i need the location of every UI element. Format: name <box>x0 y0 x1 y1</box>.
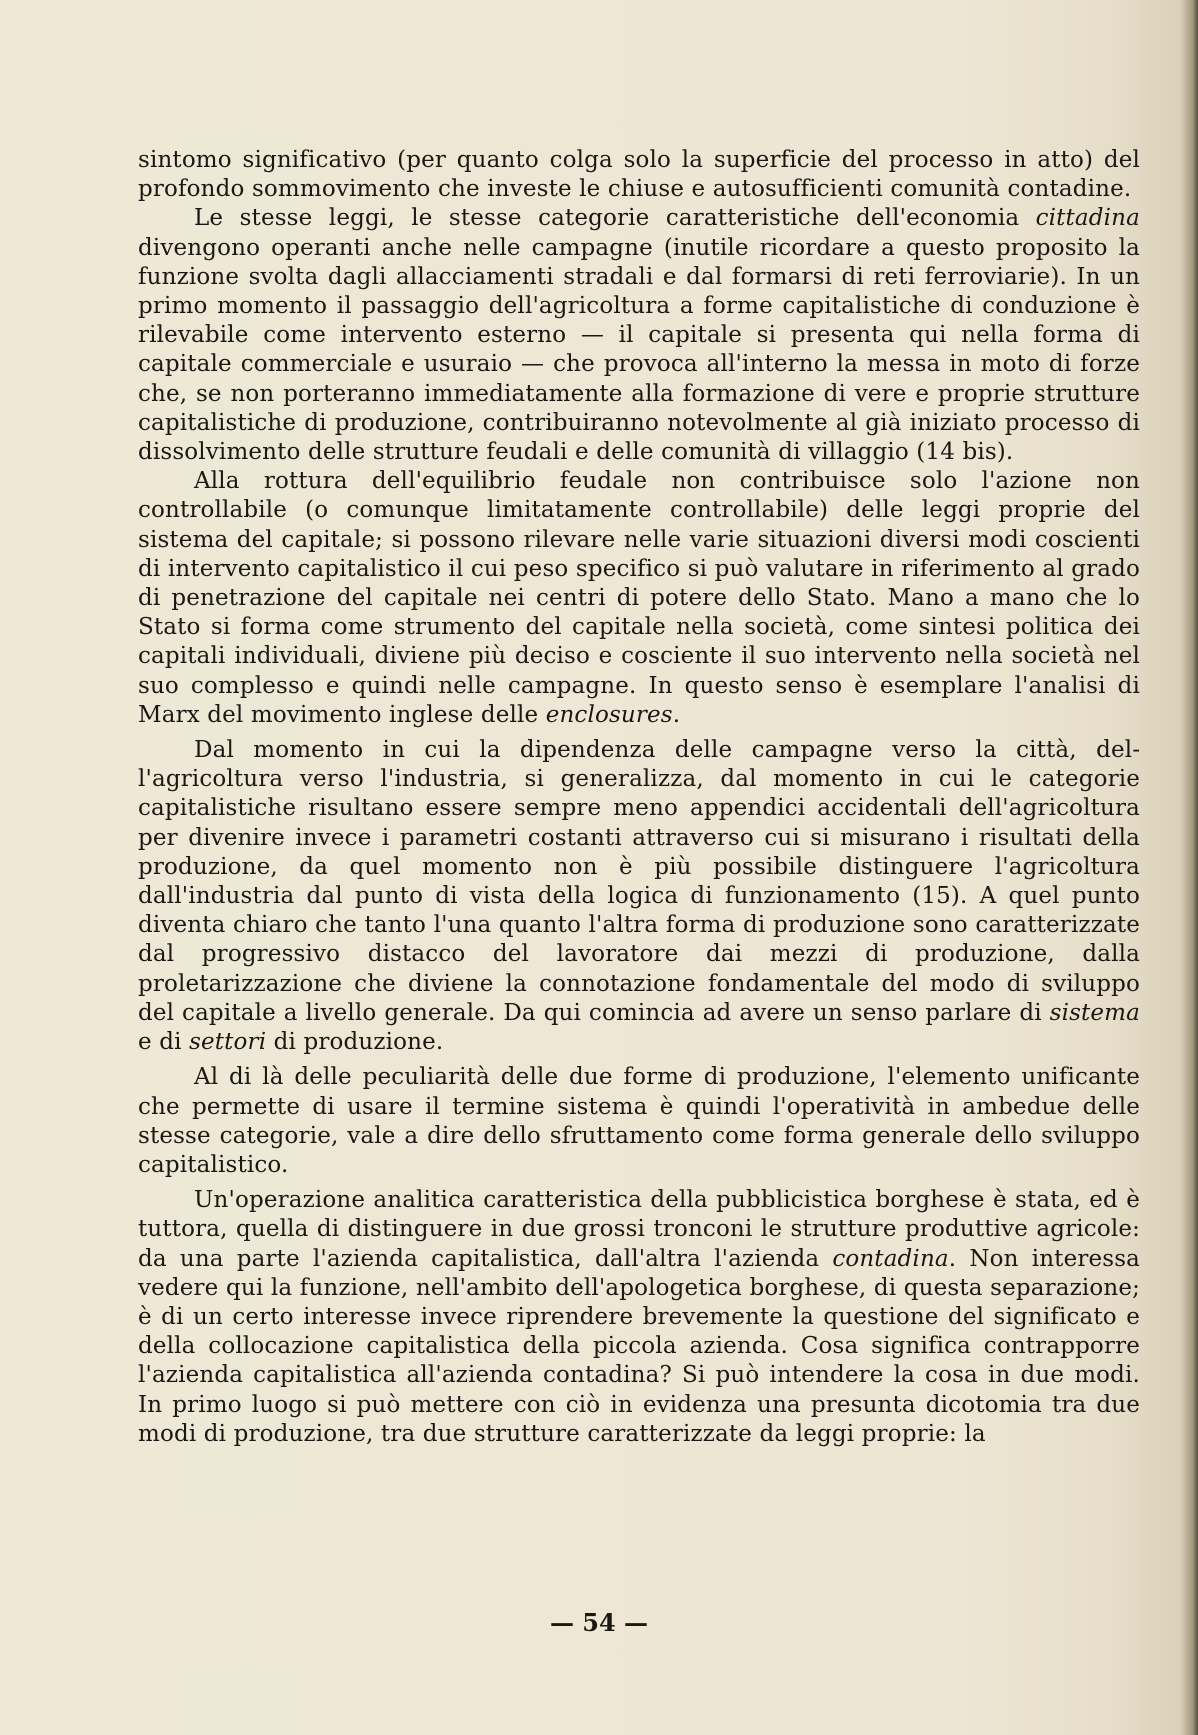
italic-term-enclosures: enclosures <box>545 701 673 728</box>
paragraph-4-text: Al di là delle peculiarità delle due forme di produzione, l'elemento unificante che permette di usare il termine sistema è quindi l'operatività in ambedue delle stesse categorie, vale a dire dello sfruttamento come forma generale dello sviluppo capitalistico. <box>138 1064 1140 1178</box>
body-text <box>138 146 1140 1449</box>
paragraph-2-text-a: Alla rottura dell'equilibrio feudale non contribuisce solo l'azione non controllabile (o comunque limitatamente controllabile) delle leggi proprie del sistema del capitale; si possono rilevare nelle varie situazioni diversi modi coscienti di intervento capitalistico il cui peso specifico si può valutare in riferimento al grado di penetrazione del capitale nei centri di potere dello Stato. Mano a mano che lo Stato si forma come strumento del capitale nella società, come sintesi politica dei capitali individuali, diviene più deciso e cosciente il suo intervento nella società nel suo complesso e quindi nelle campagne. In questo senso è esemplare l'analisi di Marx del movimento inglese delle <box>138 468 1140 728</box>
paragraph-3-text-c: di produzione. <box>266 1029 444 1056</box>
paragraph-5-text-a: Un'operazione analitica caratteristica della pubblicistica borghese è stata, ed è tuttora, quella di distinguere in due grossi tronconi le strutture produttive agricole: da una parte l'azienda capitalistica, dall'altra l'azienda <box>138 1187 1140 1272</box>
italic-term-settori: settori <box>189 1029 267 1056</box>
paragraph-0 <box>138 146 1140 204</box>
paragraph-2 <box>138 467 1140 730</box>
page-number: — 54 — <box>549 1608 649 1637</box>
paragraph-5 <box>138 1186 1140 1449</box>
paragraph-2-text-b: . <box>672 701 681 728</box>
paragraph-1-text-b: divengono operanti anche nelle campagne (inutile ricordare a questo proposito la funzione svolta dagli allacciamenti stradali e dal formarsi di reti ferroviarie). In un primo momento il passaggio dell'agricoltura a forme capitalistiche di conduzione è rilevabile come intervento esterno — il capitale si presenta qui nella forma di capitale commerciale e usuraio — che provoca all'interno la messa in moto di forze che, se non porteranno immediatamente alla formazione di vere e proprie strutture capitalistiche di produzione, contribuiranno notevolmente al già iniziato processo di dissolvimento delle strutture feudali e delle comunità di villaggio (14 bis). <box>138 234 1140 466</box>
paragraph-5-text-b: . Non interessa vedere qui la funzione, nell'ambito dell'apologetica borghese, di questa separazione; è di un certo interesse invece riprendere brevemente la questione del significato e della collocazione capitalistica della piccola azienda. Cosa significa contrapporre l'azienda capitalistica all'azienda contadina? Si può intendere la cosa in due modi. In primo luogo si può mettere con ciò in evidenza una presunta dicotomia tra due modi di produzione, tra due strutture caratterizzate da leggi proprie: la <box>138 1245 1141 1447</box>
paragraph-3 <box>138 736 1140 1057</box>
paragraph-3-text-a: Dal momento in cui la dipendenza delle campagne verso la città, dell'agricoltura verso l'industria, si generalizza, dal momento in cui le categorie capitalistiche risultano essere sempre meno appendici accidentali dell'agricoltura per divenire invece i parametri costanti attraverso cui si misurano i risultati della produzione, da quel momento non è più possibile distinguere l'agricoltura dall'industria dal punto di vista della logica di funzionamento (15). A quel punto diventa chiaro che tanto l'una quanto l'altra forma di produzione sono caratterizzate dal progressivo distacco del lavoratore dai mezzi di produzione, dalla proletarizzazione che diviene la connotazione fondamentale del modo di sviluppo del capitale a livello generale. Da qui comincia ad avere un senso parlare di <box>138 737 1140 1026</box>
page-edge-shadow <box>1180 0 1198 1735</box>
paragraph-4 <box>138 1063 1140 1180</box>
italic-term-sistema: sistema <box>1049 999 1140 1026</box>
italic-term-cittadina: cittadina <box>1035 205 1140 232</box>
italic-term-contadina: contadina <box>832 1245 949 1272</box>
paragraph-0-text: sintomo significativo (per quanto colga solo la superficie del processo in atto) del profondo sommovimento che investe le chiuse e autosufficienti comunità contadine. <box>138 147 1140 203</box>
paragraph-1 <box>138 204 1140 467</box>
paragraph-1-text-a: Le stesse leggi, le stesse categorie caratteristiche dell'economia <box>194 205 1036 232</box>
paragraph-3-text-b: e di <box>138 1029 190 1056</box>
